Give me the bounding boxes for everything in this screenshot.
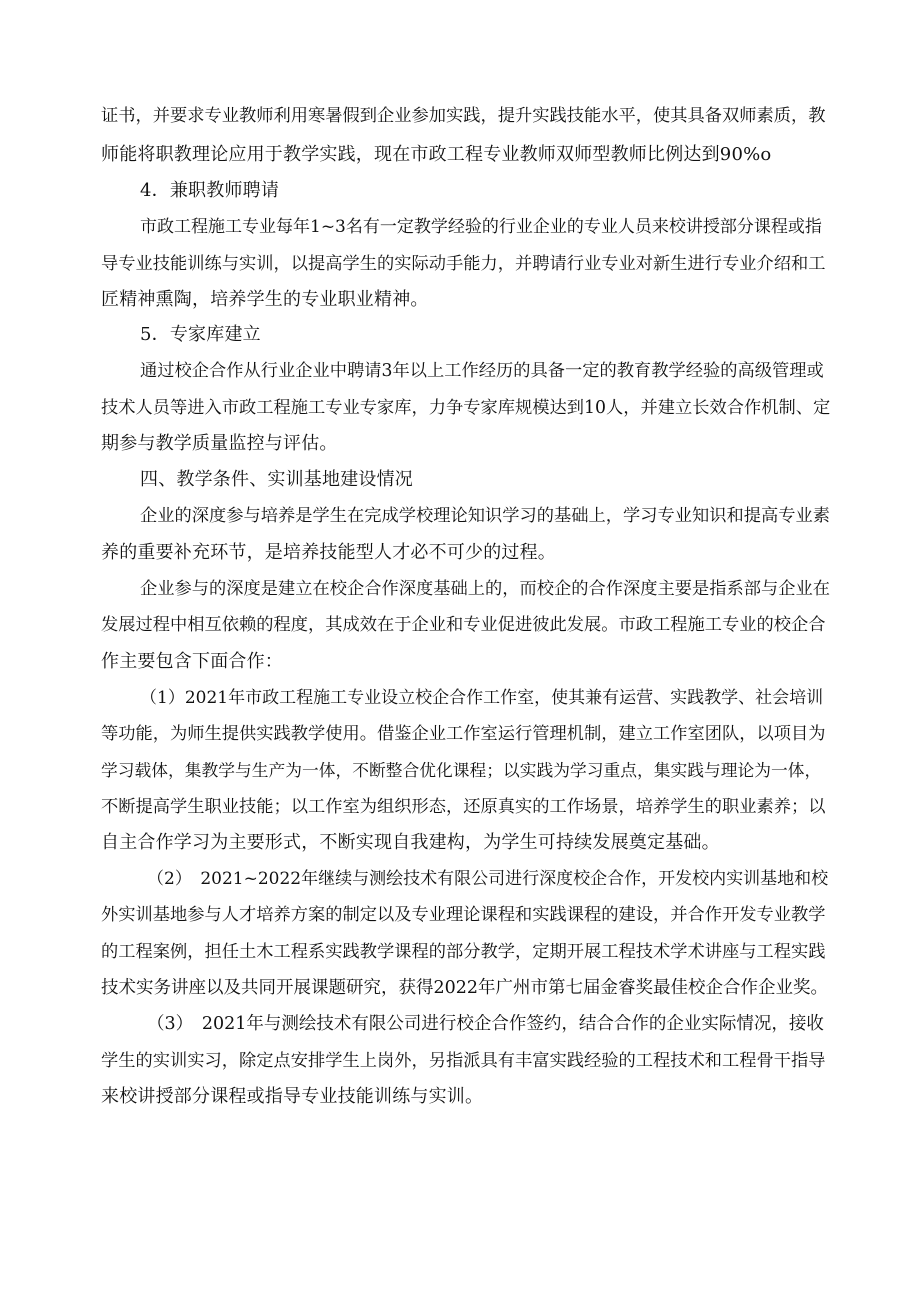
text-line: 外实训基地参与人才培养方案的制定以及专业理论课程和实践课程的建设，并合作开发专业教学 (101, 905, 826, 925)
text-line: 技术实务讲座以及共同开展课题研究，获得2022年广州市第七届金睿奖最佳校企合作企业奖。 (101, 978, 829, 998)
text-line: 匠精神熏陶，培养学生的专业职业精神。 (101, 289, 429, 310)
section-heading: 5．专家库建立 (140, 324, 261, 345)
text-line: 养的重要补充环节，是培养技能型人才必不可少的过程。 (101, 542, 556, 563)
text-line: 自主合作学习为主要形式，不断实现自我建构，为学生可持续发展奠定基础。 (101, 832, 720, 853)
text-line: 证书，并要求专业教师利用寒暑假到企业参加实践，提升实践技能水平，使其具备双师素质，教 (101, 106, 826, 126)
text-line: 期参与教学质量监控与评估。 (101, 433, 338, 454)
text-line: 作主要包含下面合作： (101, 651, 283, 672)
text-line: 通过校企合作从行业企业中聘请3年以上工作经历的具备一定的教育教学经验的高级管理或 (140, 361, 824, 381)
section-heading: 4．兼职教师聘请 (140, 180, 280, 201)
text-line: 学习载体，集教学与生产为一体，不断整合优化课程；以实践为学习重点，集实践与理论为一体， (101, 760, 822, 780)
text-line: 学生的实训实习，除定点安排学生上岗外，另指派具有丰富实践经验的工程技术和工程骨干指导 (101, 1051, 826, 1071)
text-line: 导专业技能训练与实训，以提高学生的实际动手能力，并聘请行业专业对新生进行专业介绍和工 (101, 254, 826, 274)
text-line: 的工程案例，担任土木工程系实践教学课程的部分教学，定期开展工程技术学术讲座与工程实践 (101, 942, 826, 962)
text-line: 技术人员等进入市政工程施工专业专家库，力争专家库规模达到10人，并建立长效合作机制、定 (101, 398, 831, 418)
text-line: （2） 2021~2022年继续与测绘技术有限公司进行深度校企合作，开发校内实训基地和校 (147, 869, 829, 889)
text-line: 市政工程施工专业每年1~3名有一定教学经验的行业企业的专业人员来校讲授部分课程或指 (140, 217, 822, 237)
text-line: 企业的深度参与培养是学生在完成学校理论知识学习的基础上，学习专业知识和提高专业素 (140, 506, 831, 526)
text-line: 不断提高学生职业技能；以工作室为组织形态，还原真实的工作场景，培养学生的职业素养；以 (101, 797, 826, 817)
text-line: 等功能，为师生提供实践教学使用。借鉴企业工作室运行管理机制，建立工作室团队，以项目为 (101, 724, 826, 744)
text-line: 来校讲授部分课程或指导专业技能训练与实训。 (101, 1086, 484, 1107)
text-line: 师能将职教理论应用于教学实践，现在市政工程专业教师双师型教师比例达到90%o (101, 144, 772, 165)
text-line: （3） 2021年与测绘技术有限公司进行校企合作签约，结合合作的企业实际情况，接收 (147, 1014, 824, 1034)
text-line: 企业参与的深度是建立在校企合作深度基础上的，而校企的合作深度主要是指系部与企业在 (140, 579, 831, 599)
text-line: （1）2021年市政工程施工专业设立校企合作工作室，使其兼有运营、实践教学、社会培训 (140, 688, 824, 708)
text-line: 发展过程中相互依赖的程度，其成效在于企业和专业促进彼此发展。市政工程施工专业的校企合 (101, 615, 826, 635)
chapter-heading: 四、教学条件、实训基地建设情况 (140, 469, 413, 490)
